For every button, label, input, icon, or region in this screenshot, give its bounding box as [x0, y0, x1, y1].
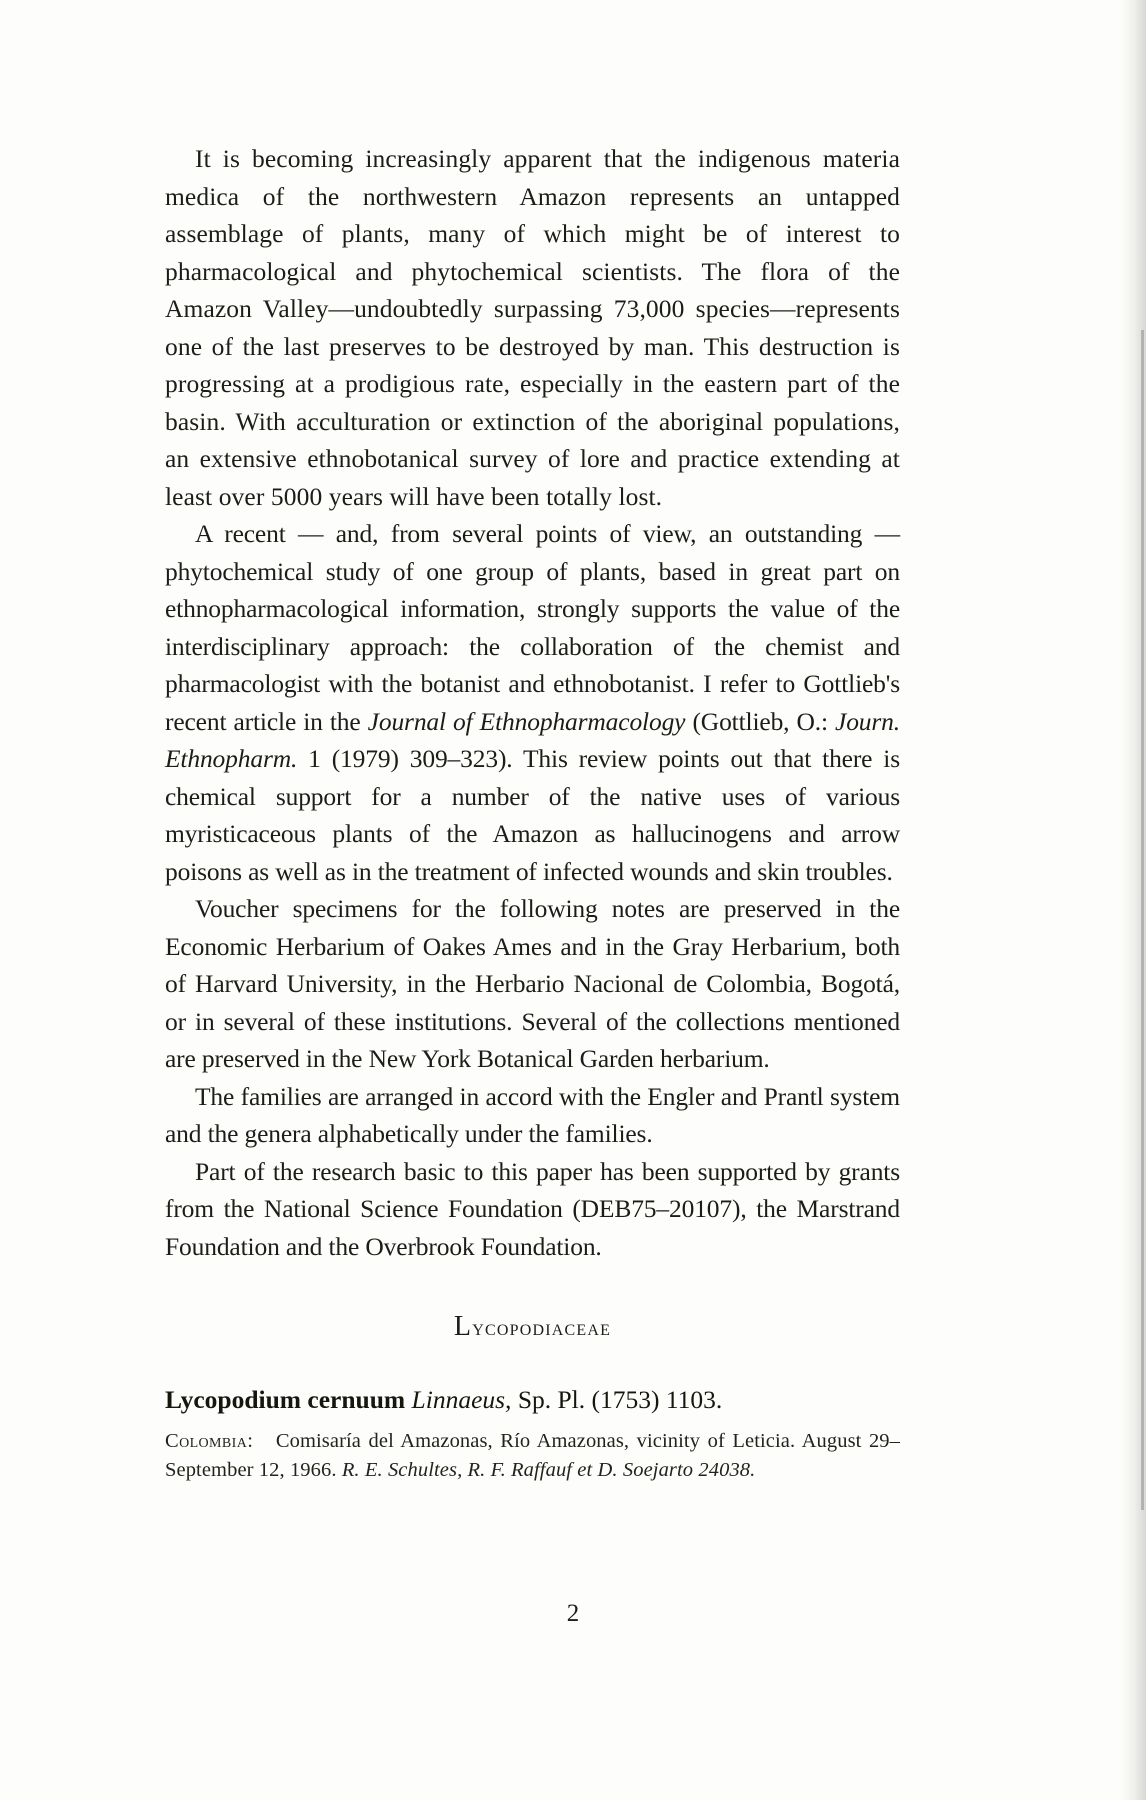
collection-voucher-number: 24038.: [698, 1459, 756, 1481]
species-publication: Sp. Pl. (1753) 1103.: [517, 1385, 723, 1414]
species-entry: [165, 1383, 900, 1485]
paragraph-1: It is becoming increasingly apparent that the indigenous materia medica of the northwestern Amazon represents an untapped assemblage of plants, many of which might be of interest to pharmacological and phytochemical scientists. The flora of the Amazon Valley—undoubtedly surpassing 73,000 species—represents one of the last preserves to be destroyed by man. This destruction is progressing at a prodigious rate, especially in the eastern part of the basin. With acculturation or extinction of the aboriginal populations, an extensive ethnobotanical survey of lore and practice extending at least over 5000 years will have been totally lost.: [165, 144, 900, 511]
family-heading-rest: ycopodiaceae: [472, 1315, 612, 1340]
paragraph-2-text-c: 1 (1979) 309–323). This review points out that there is chemical support for a number of the native uses of various myristicaceous plants of the Amazon as hallucinogens and arrow poisons as well as in the treatment of infected wounds and skin troubles.: [165, 744, 900, 886]
paragraph-2-text-b: (Gottlieb, O.:: [685, 706, 836, 736]
collection-collectors: R. E. Schultes, R. F. Raffauf et D. Soejarto: [341, 1459, 694, 1481]
family-heading-initial: L: [453, 1311, 473, 1342]
page-number: 2: [566, 1600, 580, 1627]
scan-edge-shadow: [1120, 0, 1146, 1800]
journal-abbrev-italic: Journ. Ethnopharm.: [165, 706, 900, 773]
species-scientific-name: Lycopodium cernuum: [165, 1385, 406, 1414]
paragraph-4: The families are arranged in accord with the Engler and Prantl system and the genera alphabetically under the families.: [165, 1081, 900, 1148]
paragraph-3: Voucher specimens for the following notes are preserved in the Economic Herbarium of Oakes Ames and in the Gray Herbarium, both of Harvard University, in the Herbario Nacional de Colombia, Bogotá, or in several of these institutions. Several of the collections mentioned are preserved in the New York Botanical Garden herbarium.: [165, 894, 900, 1073]
text-column: [165, 140, 900, 1485]
collection-locality: Comisaría del Amazonas, Río Amazonas, vicinity of Leticia.: [275, 1430, 796, 1452]
paragraph-2: [165, 515, 900, 890]
scan-edge-line: [1141, 330, 1144, 1510]
paragraph-5: Part of the research basic to this paper has been supported by grants from the National Science Foundation (DEB75–20107), the Marstrand Foundation and the Overbrook Foundation.: [165, 1156, 900, 1261]
journal-title-italic: Journal of Ethnopharmacology: [367, 706, 686, 736]
species-name-line: [165, 1383, 900, 1417]
family-heading: [165, 1311, 900, 1343]
paragraph-2-text-a: A recent — and, from several points of view, an outstanding — phytochemical study of one group of plants, based in great part on ethnopharmacological information, strongly supports the value of the interdisciplinary approach: the collaboration of the chemist and pharmacologist with the botanist and ethnobotanist. I refer to Gottlieb's recent article in the: [165, 519, 900, 736]
collection-country: Colombia:: [165, 1430, 254, 1452]
species-author: Linnaeus,: [411, 1385, 512, 1414]
collection-date: August 29–September 12, 1966.: [165, 1430, 900, 1481]
collection-details: [165, 1427, 900, 1485]
